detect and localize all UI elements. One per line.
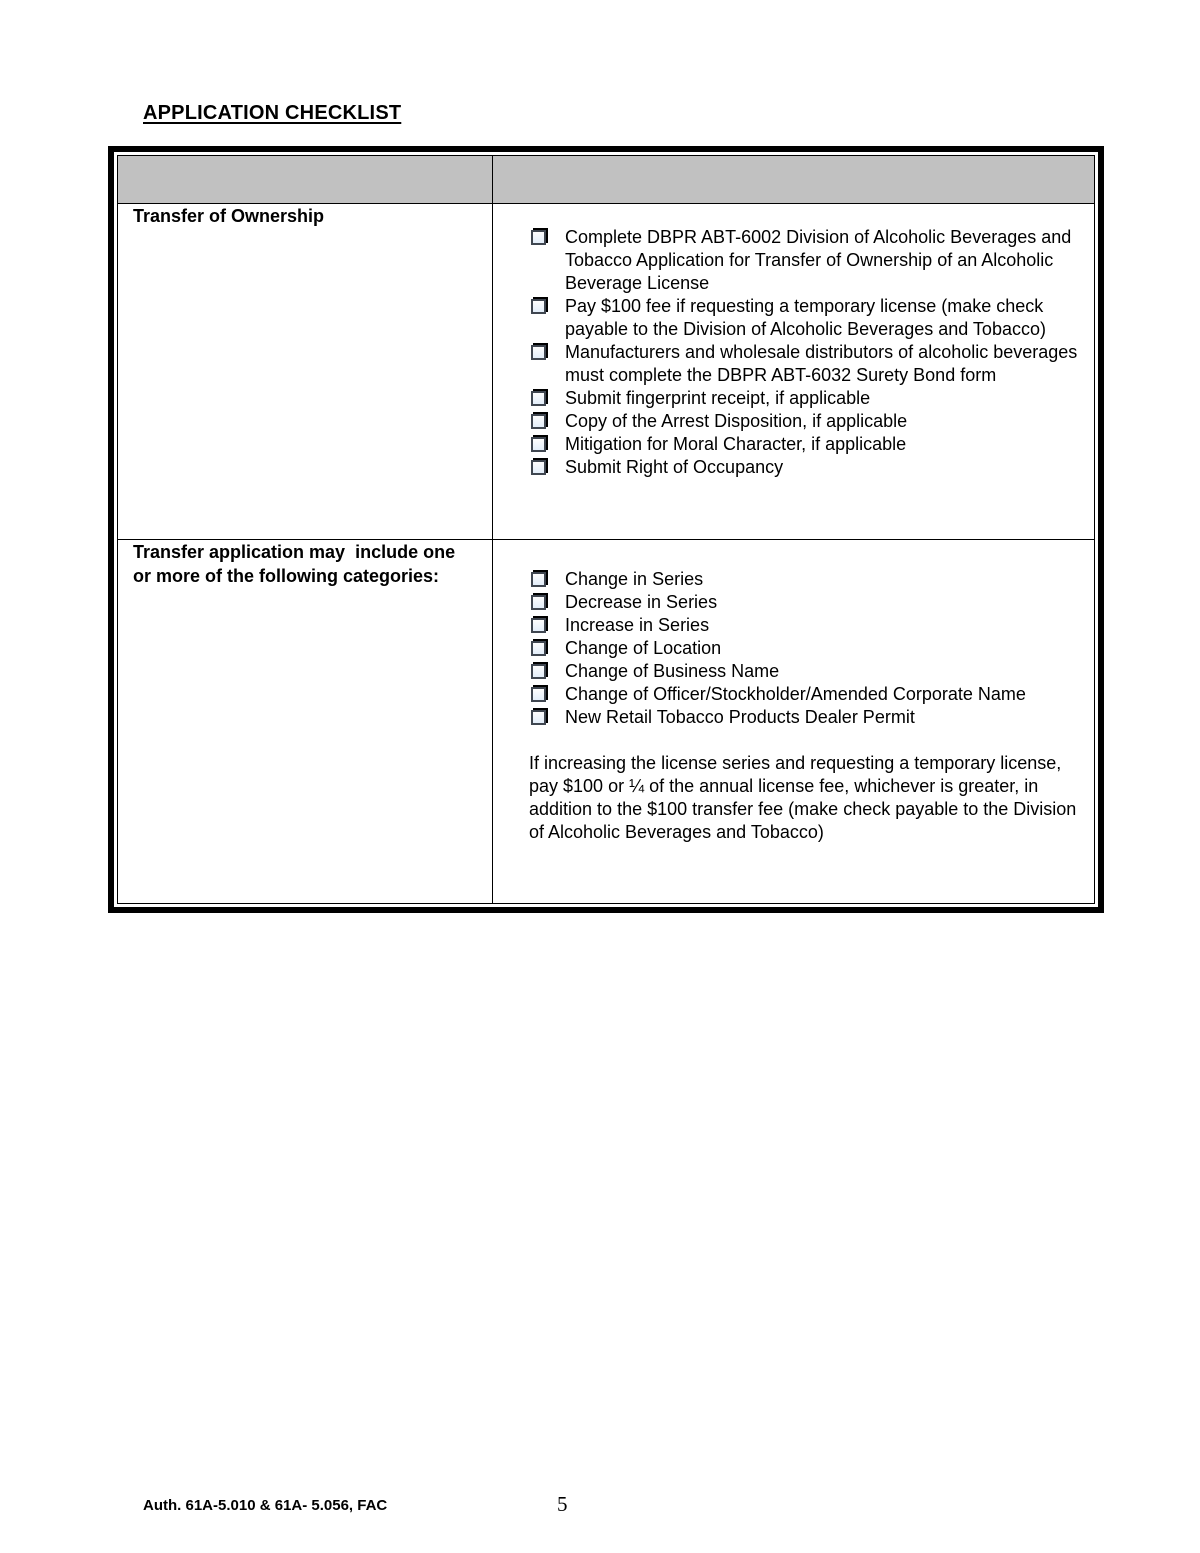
category-label: Transfer application may include one or more of the following categories: (133, 542, 461, 586)
checkbox-icon (529, 591, 565, 610)
checklist-item (529, 591, 1088, 614)
checklist-item-label: Change of Officer/Stockholder/Amended Corporate Name (565, 684, 1026, 704)
page-number: 5 (557, 1492, 568, 1516)
footer-authority-citation: Auth. 61A-5.010 & 61A- 5.056, FAC (143, 1497, 388, 1514)
checklist-item (529, 410, 1088, 433)
checklist-item-label: Change in Series (565, 569, 704, 589)
header-cell-category (118, 156, 493, 204)
checklist-item-label: Pay $100 fee if requesting a temporary license (make check payable to the Division of Alcoholic Beverages and Tobacco) (565, 296, 1046, 339)
checkbox-icon (529, 637, 565, 656)
checklist-item-label: Change of Location (565, 638, 722, 658)
category-cell (118, 204, 493, 540)
checklist-item-label: Copy of the Arrest Disposition, if applicable (565, 411, 908, 431)
checkbox-icon (529, 410, 565, 429)
checklist-item-label: Manufacturers and wholesale distributors of alcoholic beverages must complete the DBPR ABT-6032 Surety Bond form (565, 342, 1078, 385)
table-row-transfer-categories (118, 540, 1095, 904)
checkbox-icon (529, 456, 565, 475)
checklist-item (529, 341, 1088, 387)
checklist-item-label: Submit fingerprint receipt, if applicable (565, 388, 871, 408)
checkbox-icon (529, 568, 565, 587)
checklist-item-label: New Retail Tobacco Products Dealer Permit (565, 707, 915, 727)
checklist-item (529, 614, 1088, 637)
checklist-item (529, 637, 1088, 660)
checklist-item (529, 387, 1088, 410)
checklist-item (529, 433, 1088, 456)
category-cell (118, 540, 493, 904)
checkbox-icon (529, 683, 565, 702)
table-header-row (118, 156, 1095, 204)
items-cell (493, 540, 1095, 904)
checkbox-icon (529, 433, 565, 452)
table-row-transfer-of-ownership (118, 204, 1095, 540)
checkbox-icon (529, 387, 565, 406)
header-cell-items (493, 156, 1095, 204)
items-cell (493, 204, 1095, 540)
checklist-items (529, 568, 1088, 729)
checklist-item-label: Mitigation for Moral Character, if applicable (565, 434, 907, 454)
temporary-license-fee-note: If increasing the license series and requesting a temporary license, pay $100 or ¼ of the annual license fee, whichever is greater, in addition to the $100 transfer fee (make check payable to the Division of Alcoholic Beverages and Tobacco) (529, 753, 1077, 842)
checklist-item (529, 226, 1088, 295)
page-title: APPLICATION CHECKLIST (143, 102, 402, 124)
checkbox-icon (529, 295, 565, 314)
checkbox-icon (529, 341, 565, 360)
checklist-item (529, 660, 1088, 683)
checklist-item-label: Submit Right of Occupancy (565, 457, 784, 477)
checklist-items (529, 226, 1088, 479)
checklist-item (529, 706, 1088, 729)
checklist-item-label: Change of Business Name (565, 661, 780, 681)
checklist-item (529, 568, 1088, 591)
checklist-item-label: Increase in Series (565, 615, 710, 635)
checklist-item (529, 683, 1088, 706)
checkbox-icon (529, 706, 565, 725)
checkbox-icon (529, 660, 565, 679)
checkbox-icon (529, 614, 565, 633)
checklist-item (529, 456, 1088, 479)
checkbox-icon (529, 226, 565, 245)
application-checklist-table (108, 146, 1104, 913)
category-label: Transfer of Ownership (133, 206, 325, 226)
checklist-item-label: Complete DBPR ABT-6002 Division of Alcoholic Beverages and Tobacco Application for Transfer of Ownership of an Alcoholic Beverage License (565, 227, 1072, 293)
checklist-item-label: Decrease in Series (565, 592, 718, 612)
checklist-item (529, 295, 1088, 341)
